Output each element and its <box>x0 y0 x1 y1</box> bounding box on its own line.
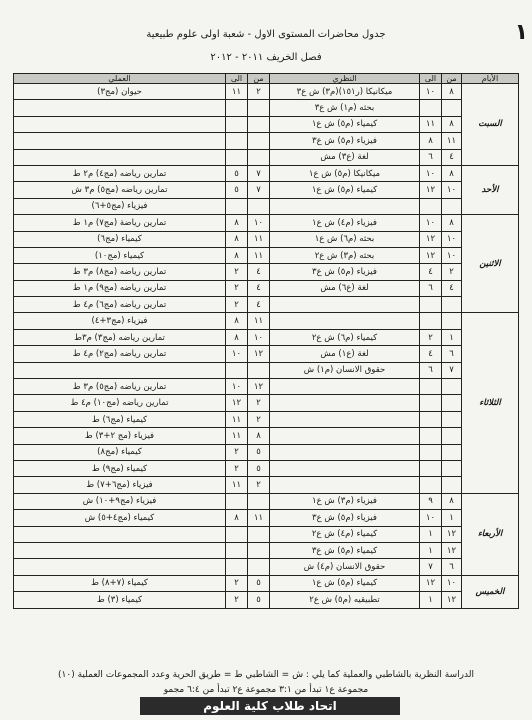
table-row <box>14 100 519 116</box>
practical-course: كيمياء (مج٩) ط <box>14 460 226 476</box>
theory-from <box>442 313 462 329</box>
theory-from: ٨ <box>442 493 462 509</box>
theory-from: ١٠ <box>442 182 462 198</box>
theory-to <box>420 411 442 427</box>
practical-to: ٢ <box>226 592 248 608</box>
theory-from: ٢ <box>442 264 462 280</box>
practical-course: تمارين رياضه (مج٣) م٣ط <box>14 329 226 345</box>
day-label: السبت <box>462 84 519 166</box>
day-label: الأربعاء <box>462 493 519 575</box>
practical-to: ١٠ <box>226 379 248 395</box>
theory-course: فيزياء (م٥) ش ع٣ <box>270 264 420 280</box>
theory-course: لغة (ع٣) مش <box>270 149 420 165</box>
theory-from: ١٠ <box>442 247 462 263</box>
theory-from: ٤ <box>442 149 462 165</box>
theory-from: ٦ <box>442 346 462 362</box>
header-practical: العملي <box>14 74 226 84</box>
theory-to: ٢ <box>420 329 442 345</box>
practical-course <box>14 362 226 378</box>
theory-to: ١٢ <box>420 182 442 198</box>
practical-course: كيمياء (مج٤+٥) ش <box>14 510 226 526</box>
theory-to: ١٠ <box>420 215 442 231</box>
theory-to: ١٠ <box>420 165 442 181</box>
table-row <box>14 575 519 591</box>
practical-to: ٢ <box>226 575 248 591</box>
day-label: الثلاثاء <box>462 313 519 493</box>
theory-from <box>442 444 462 460</box>
practical-from: ٢ <box>248 411 270 427</box>
theory-course: ميكانيكا (ر١٥١)(م٣) ش ع٣ <box>270 84 420 100</box>
theory-course <box>270 428 420 444</box>
theory-from <box>442 460 462 476</box>
theory-course: كيمياء (م٥) ش ع١ <box>270 575 420 591</box>
practical-to: ٢ <box>226 264 248 280</box>
table-row <box>14 116 519 132</box>
theory-course <box>270 444 420 460</box>
practical-from <box>248 116 270 132</box>
theory-to <box>420 297 442 313</box>
table-row <box>14 559 519 575</box>
table-row <box>14 165 519 181</box>
practical-course: فيزياء (مج٩+١٠) ش <box>14 493 226 509</box>
practical-course: فيزياء (مج ٢+٣) ط <box>14 428 226 444</box>
table-row <box>14 510 519 526</box>
header-from: من <box>442 74 462 84</box>
practical-course <box>14 100 226 116</box>
practical-to <box>226 133 248 149</box>
theory-to: ٧ <box>420 559 442 575</box>
day-label: الاثنين <box>462 215 519 313</box>
practical-course <box>14 116 226 132</box>
theory-to: ٩ <box>420 493 442 509</box>
table-row <box>14 346 519 362</box>
practical-course: فيزياء (مج٥+٦) <box>14 198 226 214</box>
table-row <box>14 526 519 542</box>
table-row <box>14 133 519 149</box>
practical-to: ١١ <box>226 411 248 427</box>
header-days: الأيام <box>462 74 519 84</box>
theory-to <box>420 395 442 411</box>
page-number: ١ <box>514 20 528 45</box>
practical-to: ٢ <box>226 460 248 476</box>
practical-to: ٨ <box>226 313 248 329</box>
practical-to: ٨ <box>226 510 248 526</box>
theory-from <box>442 379 462 395</box>
table-row <box>14 411 519 427</box>
theory-course: لغة (ع١) مش <box>270 346 420 362</box>
practical-course: تمارين رياضه (مج٤) م٢ ط <box>14 165 226 181</box>
theory-course <box>270 395 420 411</box>
theory-from <box>442 428 462 444</box>
theory-from: ١٢ <box>442 542 462 558</box>
theory-to: ١٢ <box>420 231 442 247</box>
practical-from: ٢ <box>248 395 270 411</box>
practical-from: ٥ <box>248 575 270 591</box>
practical-course <box>14 542 226 558</box>
location-note: الدراسة النظرية بالشاطبي والعملية كما يلي : ش = الشاطبي ط = طريق الحرية وعدد المجموعات العملية (١٠) <box>58 670 474 680</box>
practical-to <box>226 362 248 378</box>
theory-to <box>420 100 442 116</box>
practical-course <box>14 133 226 149</box>
theory-from: ١١ <box>442 133 462 149</box>
theory-to: ١٢ <box>420 575 442 591</box>
table-row <box>14 460 519 476</box>
theory-course: بحثه (م٦) ش ع١ <box>270 231 420 247</box>
practical-course: تمارين رياضة (مج٧) م١ ط <box>14 215 226 231</box>
practical-course: كيمياء (مج١٠) <box>14 247 226 263</box>
table-row <box>14 215 519 231</box>
theory-course: لغة (ع٦) مش <box>270 280 420 296</box>
theory-course: فيزياء (م٥) ش ع٣ <box>270 133 420 149</box>
theory-from: ٨ <box>442 165 462 181</box>
practical-to: ٢ <box>226 297 248 313</box>
header-practical-from: من <box>248 74 270 84</box>
theory-from: ٦ <box>442 559 462 575</box>
day-label: الخميس <box>462 575 519 608</box>
theory-to: ١٠ <box>420 84 442 100</box>
practical-from: ١٠ <box>248 329 270 345</box>
schedule-table <box>13 73 519 609</box>
practical-to: ٨ <box>226 329 248 345</box>
theory-to <box>420 198 442 214</box>
theory-from: ١ <box>442 329 462 345</box>
theory-course <box>270 460 420 476</box>
theory-from <box>442 297 462 313</box>
theory-to: ٤ <box>420 346 442 362</box>
table-row <box>14 182 519 198</box>
header-to: الى <box>420 74 442 84</box>
theory-from: ١٢ <box>442 526 462 542</box>
practical-from: ١٠ <box>248 215 270 231</box>
practical-to <box>226 542 248 558</box>
practical-from: ٤ <box>248 297 270 313</box>
theory-from: ١٢ <box>442 592 462 608</box>
practical-from <box>248 100 270 116</box>
table-row <box>14 362 519 378</box>
theory-course: حقوق الانسان (م١) ش <box>270 362 420 378</box>
practical-from <box>248 149 270 165</box>
theory-course: كيمياء (م٤) ش ع٢ <box>270 526 420 542</box>
theory-to: ١ <box>420 592 442 608</box>
practical-course: كيمياء (٣) ط <box>14 592 226 608</box>
theory-from: ٨ <box>442 215 462 231</box>
practical-course: تمارين رياضه (مج٢) م٤ ط <box>14 346 226 362</box>
practical-from <box>248 133 270 149</box>
theory-course <box>270 411 420 427</box>
theory-to <box>420 460 442 476</box>
schedule-title: جدول محاضرات المستوى الاول - شعبة اولى علوم طبيعية <box>146 29 386 40</box>
practical-to <box>226 526 248 542</box>
practical-from: ١١ <box>248 510 270 526</box>
table-row <box>14 297 519 313</box>
table-row <box>14 395 519 411</box>
theory-from <box>442 411 462 427</box>
practical-from: ١١ <box>248 313 270 329</box>
practical-course: كيمياء (٧+٨) ط <box>14 575 226 591</box>
practical-from: ٢ <box>248 84 270 100</box>
theory-course <box>270 313 420 329</box>
practical-from <box>248 559 270 575</box>
practical-to: ٢ <box>226 444 248 460</box>
theory-to: ١٢ <box>420 247 442 263</box>
theory-course <box>270 297 420 313</box>
header-practical-to: الى <box>226 74 248 84</box>
table-row <box>14 231 519 247</box>
practical-course: كيمياء (مج٦) ط <box>14 411 226 427</box>
day-label: الأحد <box>462 165 519 214</box>
theory-course: بحثه (م٣) ش ع٢ <box>270 247 420 263</box>
practical-to: ١١ <box>226 477 248 493</box>
practical-course: حيوان (مج٣) <box>14 84 226 100</box>
theory-course: ميكانيكا (م٥) ش ع١ <box>270 165 420 181</box>
practical-course: كيمياء (مج٨) <box>14 444 226 460</box>
table-row <box>14 592 519 608</box>
practical-course <box>14 149 226 165</box>
practical-to <box>226 116 248 132</box>
header-row <box>14 74 519 84</box>
theory-from: ٤ <box>442 280 462 296</box>
practical-to <box>226 100 248 116</box>
practical-to: ٥ <box>226 165 248 181</box>
practical-to: ٢ <box>226 280 248 296</box>
theory-to: ١١ <box>420 116 442 132</box>
practical-from: ٥ <box>248 444 270 460</box>
theory-from <box>442 395 462 411</box>
theory-from: ١٠ <box>442 575 462 591</box>
practical-from: ٧ <box>248 182 270 198</box>
practical-from: ٥ <box>248 460 270 476</box>
practical-from <box>248 542 270 558</box>
practical-from: ١١ <box>248 231 270 247</box>
table-row <box>14 379 519 395</box>
practical-from: ٥ <box>248 592 270 608</box>
theory-from: ٨ <box>442 84 462 100</box>
table-row <box>14 264 519 280</box>
practical-from <box>248 362 270 378</box>
theory-course <box>270 379 420 395</box>
theory-course: كيمياء (م٥) ش ع٣ <box>270 542 420 558</box>
table-row <box>14 493 519 509</box>
theory-course <box>270 198 420 214</box>
table-row <box>14 313 519 329</box>
practical-from: ١٢ <box>248 346 270 362</box>
table-row <box>14 329 519 345</box>
practical-from: ١٢ <box>248 379 270 395</box>
practical-course: تمارين رياضه (مج٥) م٣ ش <box>14 182 226 198</box>
practical-from <box>248 198 270 214</box>
practical-course: فيزياء (مج٣+٤) <box>14 313 226 329</box>
practical-to <box>226 149 248 165</box>
theory-course: تطبيقيه (م٥) ش ع٢ <box>270 592 420 608</box>
theory-from: ٨ <box>442 116 462 132</box>
practical-course: تمارين رياضه (مج٨) م٣ ط <box>14 264 226 280</box>
student-union-banner: اتحاد طلاب كلية العلوم <box>140 697 400 715</box>
theory-to: ١ <box>420 526 442 542</box>
practical-course: فيزياء (مج٦+٧) ط <box>14 477 226 493</box>
theory-from: ١٠ <box>442 231 462 247</box>
practical-from: ٧ <box>248 165 270 181</box>
practical-from: ١١ <box>248 247 270 263</box>
practical-course: تمارين رياضه (مج١٠) م٤ ط <box>14 395 226 411</box>
theory-to: ٦ <box>420 280 442 296</box>
theory-from <box>442 198 462 214</box>
theory-course: فيزياء (م٤) ش ع١ <box>270 215 420 231</box>
table-row <box>14 198 519 214</box>
practical-to: ١٢ <box>226 395 248 411</box>
theory-from: ١ <box>442 510 462 526</box>
theory-to: ١٠ <box>420 510 442 526</box>
practical-from: ٤ <box>248 264 270 280</box>
practical-course: كيمياء (مج٦) <box>14 231 226 247</box>
header-theory: النظري <box>270 74 420 84</box>
table-row <box>14 280 519 296</box>
practical-to: ٨ <box>226 231 248 247</box>
table-row <box>14 542 519 558</box>
theory-to <box>420 379 442 395</box>
theory-course <box>270 477 420 493</box>
practical-from: ٨ <box>248 428 270 444</box>
table-row <box>14 84 519 100</box>
theory-to <box>420 444 442 460</box>
theory-course: حقوق الانسان (م٤) ش <box>270 559 420 575</box>
practical-to <box>226 493 248 509</box>
semester-title: فصل الخريف ٢٠١١ - ٢٠١٢ <box>210 52 322 63</box>
practical-to: ١١ <box>226 84 248 100</box>
practical-to: ٨ <box>226 247 248 263</box>
table-row <box>14 477 519 493</box>
practical-course: تمارين رياضه (مج٥) م٣ ط <box>14 379 226 395</box>
practical-to <box>226 559 248 575</box>
practical-from <box>248 526 270 542</box>
theory-to: ٦ <box>420 149 442 165</box>
theory-course: كيمياء (م٦) ش ع٢ <box>270 329 420 345</box>
theory-course: كيمياء (م٥) ش ع١ <box>270 182 420 198</box>
theory-from <box>442 100 462 116</box>
practical-to: ١١ <box>226 428 248 444</box>
theory-course: بحثه (م١) ش ع٣ <box>270 100 420 116</box>
table-row <box>14 247 519 263</box>
theory-course: كيمياء (م٥) ش ع١ <box>270 116 420 132</box>
theory-course: فيزياء (م٣) ش ع١ <box>270 493 420 509</box>
group-note: مجموعة ع١ تبدأ من ٣:١ مجموعة ع٢ تبدأ من ٦:٤ مجمو <box>163 685 369 695</box>
theory-from <box>442 477 462 493</box>
theory-to <box>420 428 442 444</box>
practical-from <box>248 493 270 509</box>
practical-course <box>14 559 226 575</box>
table-row <box>14 149 519 165</box>
theory-course: فيزياء (م٥) ش ع٣ <box>270 510 420 526</box>
table-row <box>14 444 519 460</box>
theory-to <box>420 477 442 493</box>
practical-course: تمارين رياضه (مج٦) م٤ ط <box>14 297 226 313</box>
theory-to: ١ <box>420 542 442 558</box>
practical-from: ٢ <box>248 477 270 493</box>
practical-course: تمارين رياضه (مج٩) م١ ط <box>14 280 226 296</box>
practical-from: ٤ <box>248 280 270 296</box>
practical-to <box>226 198 248 214</box>
theory-from: ٧ <box>442 362 462 378</box>
practical-to: ١٠ <box>226 346 248 362</box>
theory-to <box>420 313 442 329</box>
table-row <box>14 428 519 444</box>
theory-to: ٤ <box>420 264 442 280</box>
practical-to: ٥ <box>226 182 248 198</box>
theory-to: ٦ <box>420 362 442 378</box>
practical-course <box>14 526 226 542</box>
practical-to: ٨ <box>226 215 248 231</box>
theory-to: ٨ <box>420 133 442 149</box>
